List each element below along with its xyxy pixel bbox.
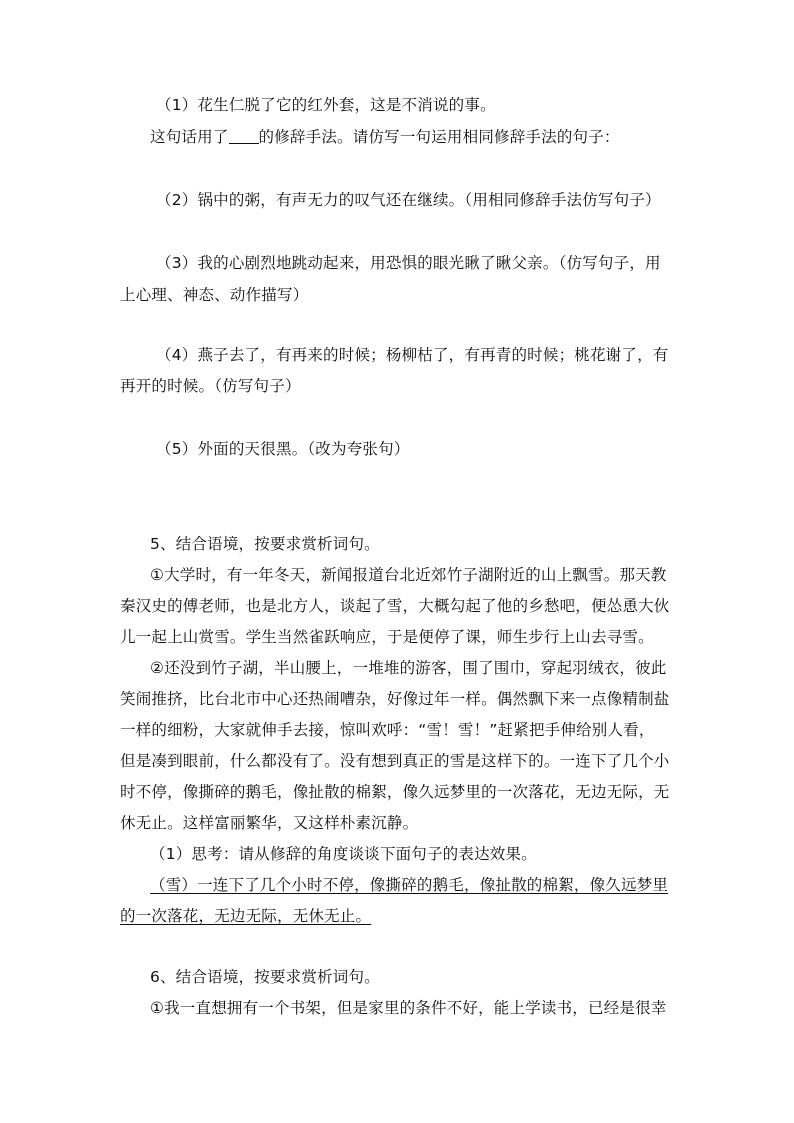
q5-para2-line5: 时不停，像撕碎的鹅毛，像扯散的棉絮，像久远梦里的一次落花，无边无际，无 [120,783,670,801]
q4-item4-line1: （4）燕子去了，有再来的时候；杨柳枯了，有再青的时候；桃花谢了，有 [156,346,669,364]
q4-item3-line2: 上心理、神态、动作描写） [120,286,309,304]
q6-para1-line1: ①我一直想拥有一个书架，但是家里的条件不好，能上学读书，已经是很幸 [150,999,667,1017]
q5-quoted-sentence-line2: 的一次落花，无边无际，无休无止。 [120,907,372,925]
q5-sub-question-1: （1）思考：请从修辞的角度谈谈下面句子的表达效果。 [150,845,537,863]
q4-item1-line2-pre: 这句话用了 [150,128,229,146]
q5-title: 5、结合语境，按要求赏析词句。 [150,535,380,553]
q5-para2-line2: 笑闹推挤，比台北市中心还热闹嘈杂，好像过年一样。偶然飘下来一点像精制盐 [120,690,670,708]
q5-para1-line1: ①大学时，有一年冬天，新闻报道台北近郊竹子湖附近的山上飘雪。那天教 [150,566,667,584]
q4-item1-line1: （1）花生仁脱了它的红外套，这是不消说的事。 [156,96,496,114]
q4-item1-line2-post: 的修辞手法。请仿写一句运用相同修辞手法的句子： [258,128,620,146]
q4-item5: （5）外面的天很黑。（改为夸张句） [156,440,410,458]
q5-para1-line3: 儿一起上山赏雪。学生当然雀跃响应，于是便停了课，师生步行上山去寻雪。 [120,628,654,646]
q4-item3-line1: （3）我的心剧烈地跳动起来，用恐惧的眼光瞅了瞅父亲。（仿写句子，用 [156,254,661,272]
q4-item1-line2 [150,126,620,148]
q5-quoted-sentence-line1: （雪）一连下了几个小时不停，像撕碎的鹅毛，像扯散的棉絮，像久远梦里 [150,876,669,894]
q4-item2: （2）锅中的粥，有声无力的叹气还在继续。（用相同修辞手法仿写句子） [156,191,661,209]
q4-item4-line2: 再开的时候。（仿写句子） [120,377,301,395]
q6-title: 6、结合语境，按要求赏析词句。 [150,968,380,986]
q5-para2-line1: ②还没到竹子湖，半山腰上，一堆堆的游客，围了围巾，穿起羽绒衣，彼此 [150,659,667,677]
q5-para2-line6: 休无止。这样富丽繁华，又这样朴素沉静。 [120,814,419,832]
q5-para2-line3: 一样的细粉，大家就伸手去接，惊叫欢呼：“雪！雪！”赶紧把手伸给别人看， [120,721,655,739]
q5-para1-line2: 秦汉史的傅老师，也是北方人，谈起了雪，大概勾起了他的乡愁吧，便怂恿大伙 [120,597,670,615]
fill-in-blank[interactable] [229,127,259,144]
q5-para2-line4: 但是凑到眼前，什么都没有了。没有想到真正的雪是这样下的。一连下了几个小 [120,752,670,770]
